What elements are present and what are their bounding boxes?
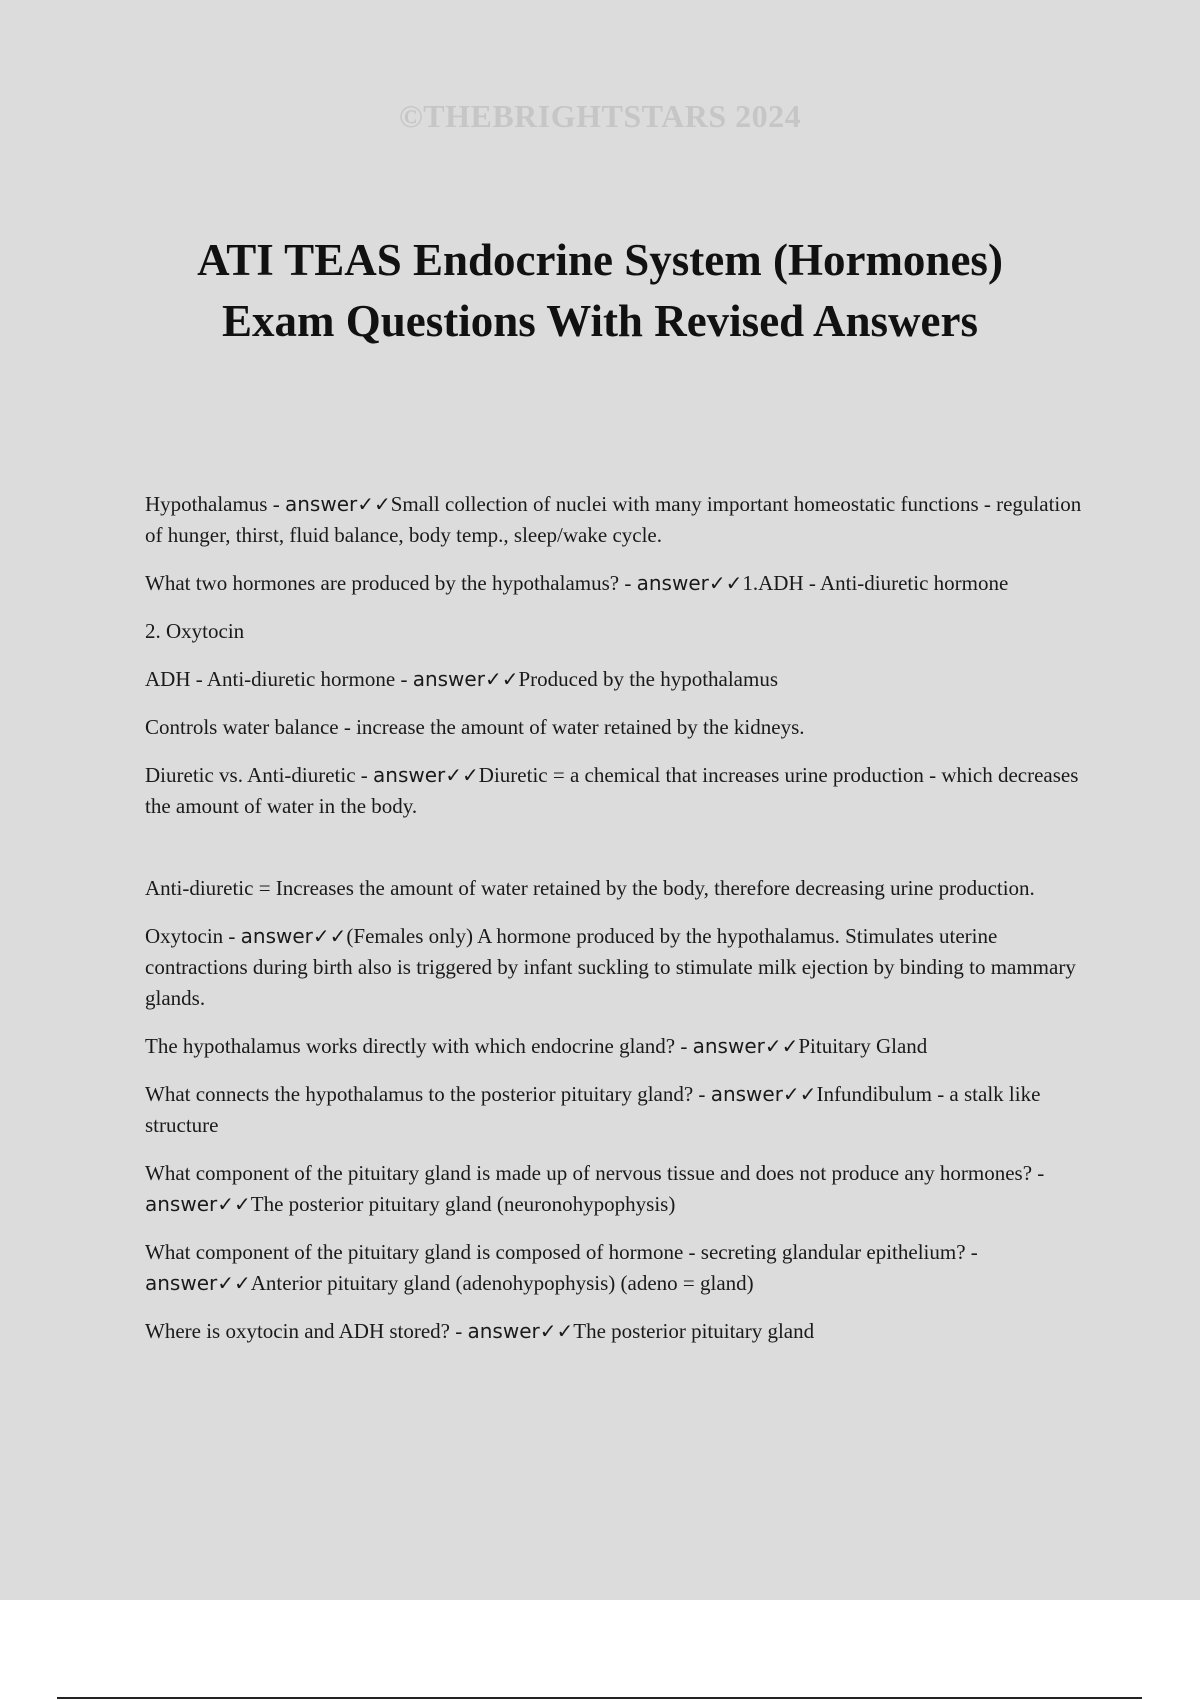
answer-text: Pituitary Gland <box>798 1034 928 1058</box>
answer-text: The posterior pituitary gland (neuronohypophysis) <box>250 1192 676 1216</box>
question-text: Diuretic vs. Anti-diuretic - <box>145 763 374 787</box>
answer-marker: answer✓✓ <box>692 1034 799 1058</box>
answer-marker: answer✓✓ <box>145 1271 251 1295</box>
qa-entry <box>145 1031 1095 1062</box>
qa-continuation: Controls water balance - increase the amount of water retained by the kidneys. <box>145 715 805 739</box>
answer-marker: answer✓✓ <box>467 1319 574 1343</box>
qa-entry <box>145 489 1095 551</box>
question-text: Where is oxytocin and ADH stored? - <box>145 1319 468 1343</box>
qa-entry <box>145 568 1095 599</box>
answer-text: Infundibulum - a stalk like structure <box>145 1082 1041 1137</box>
question-text: What connects the hypothalamus to the posterior pituitary gland? - <box>145 1082 711 1106</box>
answer-text: The posterior pituitary gland <box>573 1319 815 1343</box>
question-text: Hypothalamus - <box>145 492 285 516</box>
answer-text: (Females only) A hormone produced by the hypothalamus. Stimulates uterine contractions during birth also is triggered by infant suckling to stimulate milk ejection by binding to mammary glands. <box>145 924 1076 1010</box>
question-text: What two hormones are produced by the hypothalamus? - <box>145 571 637 595</box>
question-text: Oxytocin - <box>145 924 241 948</box>
qa-entry <box>145 1237 1095 1299</box>
title-line-2: Exam Questions With Revised Answers <box>222 296 978 346</box>
qa-entry <box>145 760 1095 822</box>
answer-marker: answer✓✓ <box>710 1082 817 1106</box>
document-title <box>0 230 1200 352</box>
answer-marker: answer✓✓ <box>240 924 347 948</box>
answer-marker: answer✓✓ <box>373 763 479 787</box>
qa-entry <box>145 664 1095 695</box>
qa-entry <box>145 1079 1095 1141</box>
copyright-watermark: ©THEBRIGHTSTARS 2024 <box>398 98 802 134</box>
answer-marker: answer✓✓ <box>412 667 519 691</box>
answer-marker: answer✓✓ <box>145 1192 251 1216</box>
title-line-1: ATI TEAS Endocrine System (Hormones) <box>197 235 1003 285</box>
qa-continuation: 2. Oxytocin <box>145 619 245 643</box>
question-text: The hypothalamus works directly with which endocrine gland? - <box>145 1034 693 1058</box>
answer-text: Diuretic = a chemical that increases urine production - which decreases the amount of water in the body. <box>145 763 1079 818</box>
question-text: ADH - Anti-diuretic hormone - <box>145 667 413 691</box>
qa-continuation: Anti-diuretic = Increases the amount of water retained by the body, therefore decreasing urine production. <box>145 876 1035 900</box>
answer-text: Anterior pituitary gland (adenohypophysis) (adeno = gland) <box>250 1271 754 1295</box>
question-text: What component of the pituitary gland is composed of hormone - secreting glandular epithelium? - <box>145 1240 978 1264</box>
qa-list <box>145 489 1095 1364</box>
answer-marker: answer✓✓ <box>636 571 743 595</box>
question-text: What component of the pituitary gland is made up of nervous tissue and does not produce any hormones? - <box>145 1161 1045 1185</box>
answer-text: Produced by the hypothalamus <box>518 667 779 691</box>
answer-marker: answer✓✓ <box>284 492 391 516</box>
qa-entry <box>145 1316 1095 1347</box>
qa-entry <box>145 921 1095 1014</box>
answer-text: 1.ADH - Anti-diuretic hormone <box>742 571 1009 595</box>
footer-divider <box>57 1697 1142 1699</box>
qa-entry <box>145 1158 1095 1220</box>
answer-text: Small collection of nuclei with many important homeostatic functions - regulation of hunger, thirst, fluid balance, body temp., sleep/wake cycle. <box>145 492 1082 547</box>
